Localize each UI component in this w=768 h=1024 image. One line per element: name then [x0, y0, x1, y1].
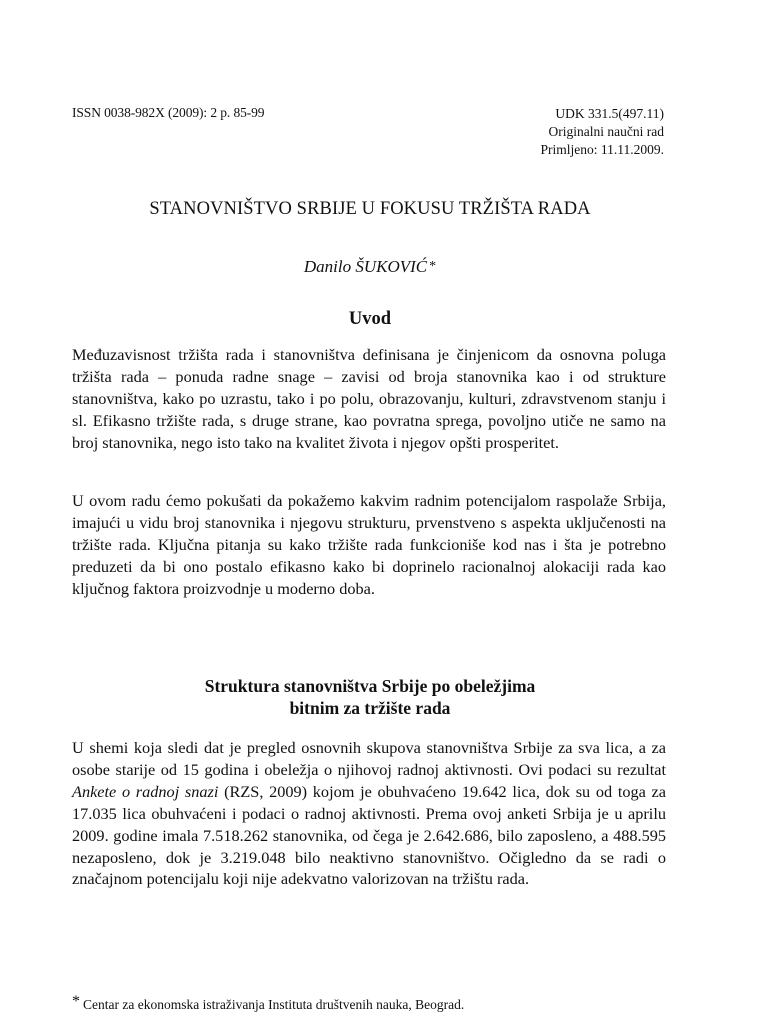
article-metadata	[541, 105, 665, 159]
article-title: STANOVNIŠTVO SRBIJE U FOKUSU TRŽIŠTA RADA	[149, 199, 591, 219]
intro-paragraph-1: Međuzavisnost tržišta rada i stanovništva definisana je činjenicom da osnovna poluga tržišta rada – ponuda radne snage – zavisi od broja stanovnika kao i od strukture stanovništva, kako po uzrastu, tako i po polu, obrazovanju, kulturi, zdravstvenom stanju i sl. Efikasno tržište rada, s druge strane, kao povratna sprega, povoljno utiče ne samo na broj stanovnika, nego isto tako na kvalitet života i njegov opšti prosperitet.	[72, 345, 666, 452]
author-line	[72, 257, 668, 277]
structure-paragraph-part-2: (RZS, 2009) kojom je obuhvaćeno 19.642 lica, dok su od toga za 17.035 lica obuhvaćeni i podaci o radnoj aktivnosti. Prema ovoj anketi Srbija je u aprilu 2009. godine imala 7.518.262 stanovnika, od čega je 2.642.686, bilo zaposleno, a 488.595 nezaposleno, dok je 3.219.048 bilo neaktivno stanovništvo. Očigledno da se radi o značajnom potencijalu koji nije adekvatno valorizovan na tržištu rada.	[72, 781, 666, 889]
paper-type: Originalni naučni rad	[548, 124, 664, 139]
structure-paragraph-part-1: U shemi koja sledi dat je pregled osnovnih skupova stanovništva Srbije za sva lica, a za osobe starije od 15 godina i obeležja o njihovoj radnoj aktivnosti. Ovi podaci su rezultat	[72, 738, 666, 779]
issn-line: ISSN 0038-982X (2009): 2 p. 85-99	[72, 105, 265, 120]
survey-title-italic: Ankete o radnoj snazi	[72, 781, 219, 801]
section-heading-line-1: Struktura stanovništva Srbije po obeležjima	[204, 676, 536, 696]
intro-paragraph-2: U ovom radu ćemo pokušati da pokažemo kakvim radnim potencijalom raspolaže Srbija, imajući u vidu broj stanovnika i njegovu strukturu, prvenstveno s aspekta uključenosti na tržište rada. Ključna pitanja su kako tržište rada funkcioniše kod nas i šta je potrebno preduzeti da bi ono postalo efikasno kako bi doprinelo racionalnoj alokaciji rada kao ključnog faktora proizvodnje u moderno doba.	[72, 491, 666, 598]
footnote-mark: *	[72, 993, 80, 1010]
section-heading-uvod: Uvod	[348, 309, 392, 329]
udk-code: UDK 331.5(497.11)	[555, 106, 664, 121]
footnote-text: Centar za ekonomska istraživanja Instituta društvenih nauka, Beograd.	[83, 997, 465, 1012]
received-date: Primljeno: 11.11.2009.	[540, 142, 664, 157]
section-heading-line-2: bitnim za tržište rada	[289, 698, 451, 718]
structure-paragraph	[72, 737, 666, 890]
section-heading-structure	[72, 675, 668, 719]
author-footnote-mark: *	[429, 259, 437, 274]
footnote	[72, 993, 464, 1013]
author-name: Danilo ŠUKOVIĆ	[303, 257, 428, 276]
